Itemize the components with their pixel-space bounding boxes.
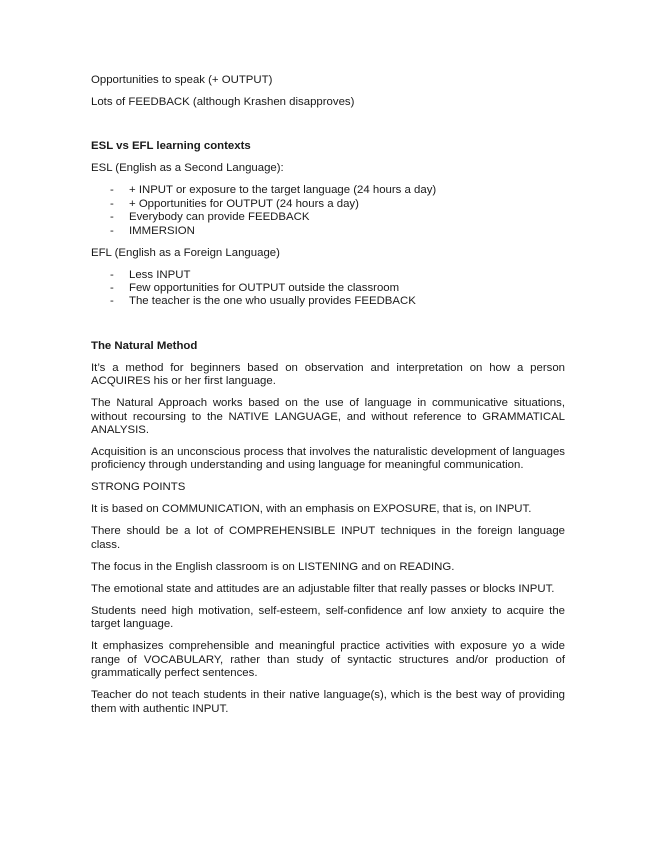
efl-list [91, 269, 565, 309]
efl-label: EFL (English as a Foreign Language) [91, 246, 280, 259]
list-item-text: The teacher is the one who usually provides FEEDBACK [129, 295, 416, 308]
list-item-text: + Opportunities for OUTPUT (24 hours a day) [129, 197, 359, 210]
bullet-dash: - [110, 268, 114, 281]
strong-point: The focus in the English classroom is on LISTENING and on READING. [91, 560, 455, 573]
bullet-dash: - [110, 211, 114, 224]
strong-point: It emphasizes comprehensible and meaningful practice activities with exposure yo a wide range of VOCABULARY, rather than study of syntactic structures and/or production of grammatically perfect sentences. [91, 640, 565, 680]
list-item [91, 211, 565, 224]
list-item [91, 184, 565, 197]
section-heading-esl-efl: ESL vs EFL learning contexts [91, 140, 251, 153]
strong-points-label: STRONG POINTS [91, 481, 186, 494]
bullet-dash: - [110, 295, 114, 308]
list-item [91, 269, 565, 282]
esl-label: ESL (English as a Second Language): [91, 162, 284, 175]
bullet-dash: - [110, 282, 114, 295]
strong-point: Teacher do not teach students in their native language(s), which is the best way of providing them with authentic INPUT. [91, 689, 565, 715]
list-item-text: Everybody can provide FEEDBACK [129, 211, 310, 224]
list-item-text: IMMERSION [129, 224, 195, 237]
paragraph: The Natural Approach works based on the use of language in communicative situations, without recoursing to the NATIVE LANGUAGE, and without reference to GRAMMATICAL ANALYSIS. [91, 397, 565, 437]
bullet-dash: - [110, 224, 114, 237]
strong-point: It is based on COMMUNICATION, with an emphasis on EXPOSURE, that is, on INPUT. [91, 503, 532, 516]
strong-point: Students need high motivation, self-esteem, self-confidence anf low anxiety to acquire the target language. [91, 604, 565, 631]
paragraph: It’s a method for beginners based on observation and interpretation on how a person ACQUIRES his or her first language. [91, 361, 565, 388]
list-item [91, 295, 565, 308]
list-item [91, 282, 565, 295]
strong-point: There should be a lot of COMPREHENSIBLE INPUT techniques in the foreign language class. [91, 525, 565, 551]
esl-list [91, 184, 565, 238]
list-item [91, 198, 565, 211]
section-heading-natural-method: The Natural Method [91, 339, 198, 352]
list-item-text: Less INPUT [129, 268, 191, 281]
list-item-text: + INPUT or exposure to the target language (24 hours a day) [129, 184, 437, 197]
intro-line: Lots of FEEDBACK (although Krashen disapproves) [91, 96, 355, 108]
strong-point: The emotional state and attitudes are an adjustable filter that really passes or blocks INPUT. [91, 582, 555, 595]
bullet-dash: - [110, 197, 114, 210]
list-item-text: Few opportunities for OUTPUT outside the classroom [129, 282, 400, 295]
intro-line: Opportunities to speak (+ OUTPUT) [91, 74, 273, 86]
paragraph: Acquisition is an unconscious process that involves the naturalistic development of languages proficiency through understanding and using language for meaningful communication. [91, 446, 565, 472]
bullet-dash: - [110, 184, 114, 197]
list-item [91, 225, 565, 238]
